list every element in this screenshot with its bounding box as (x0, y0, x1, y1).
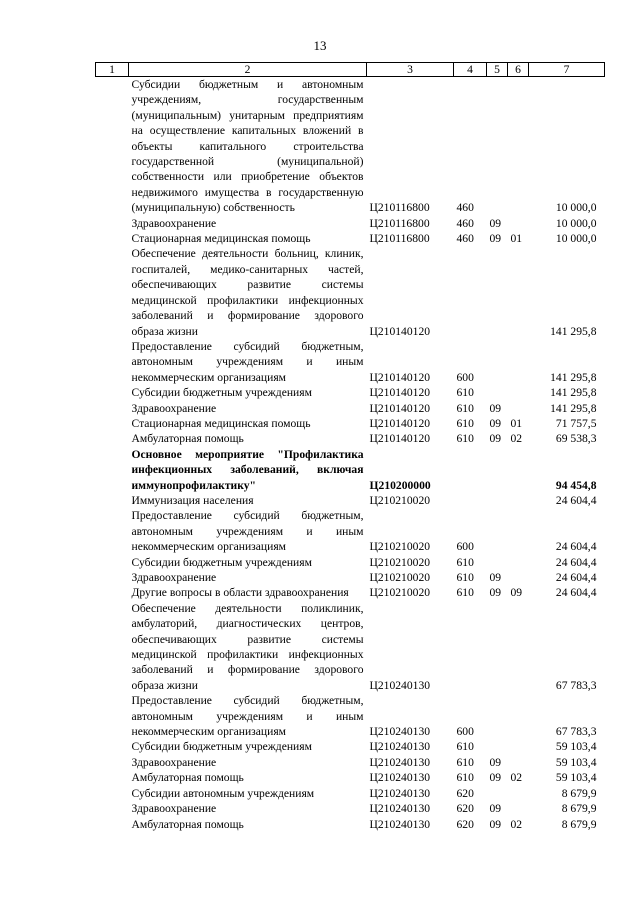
table-row (96, 508, 605, 554)
section: 09 (489, 416, 502, 430)
amount: 59 103,4 (555, 740, 597, 754)
target-code: Ц210210020 (369, 493, 431, 507)
section (487, 493, 508, 508)
row-number-cell (96, 570, 129, 585)
subsection: 01 (510, 232, 523, 246)
table-row (96, 770, 605, 785)
row-number-cell (96, 231, 129, 246)
section (487, 555, 508, 570)
expense-type: 620 (456, 817, 474, 831)
target-code: Ц210240130 (369, 755, 431, 769)
item-name: Субсидии бюджетным учреждениям (131, 386, 312, 400)
subsection (508, 77, 529, 216)
row-number-cell (96, 770, 129, 785)
amount: 24 604,4 (555, 571, 597, 584)
item-name: Предоставление субсидий бюджетным, автономным учреждениям и иным некоммерческим организациям (131, 694, 364, 739)
subsection (508, 739, 529, 754)
item-name: Здравоохранение (131, 802, 217, 816)
subsection (508, 216, 529, 231)
section: 09 (489, 802, 502, 816)
expense-type: 620 (456, 786, 474, 800)
item-name: Субсидии автономным учреждениям (131, 786, 315, 800)
target-code: Ц210140120 (369, 370, 431, 384)
header-cell: 1 (96, 63, 129, 77)
amount: 10 000,0 (555, 216, 597, 230)
item-name: Амбулаторная помощь (131, 771, 244, 785)
target-code: Ц210210020 (369, 586, 431, 600)
table-row (96, 339, 605, 385)
section (487, 786, 508, 801)
section: 09 (489, 571, 502, 584)
amount: 10 000,0 (555, 201, 597, 215)
header-cell: 3 (367, 63, 454, 77)
row-number-cell (96, 339, 129, 385)
table-row (96, 739, 605, 754)
target-code: Ц210240130 (369, 740, 431, 754)
target-code: Ц210240130 (369, 802, 431, 816)
expense-type (454, 601, 487, 693)
item-name: Предоставление субсидий бюджетным, автономным учреждениям и иным некоммерческим организациям (131, 339, 364, 384)
item-name: Основное мероприятие "Профилактика инфекционных заболеваний, включая иммунопрофилактику" (131, 447, 364, 492)
item-name: Стационарная медицинская помощь (131, 232, 311, 246)
item-name: Субсидии бюджетным учреждениям (131, 740, 312, 754)
expense-type: 600 (456, 725, 474, 739)
section: 09 (489, 771, 502, 785)
header-cell: 5 (487, 63, 508, 77)
subsection (508, 755, 529, 770)
table-row (96, 493, 605, 508)
table-row (96, 817, 605, 832)
row-number-cell (96, 693, 129, 739)
target-code: Ц210116800 (369, 201, 430, 215)
amount: 141 295,8 (550, 324, 597, 338)
target-code: Ц210210020 (369, 555, 431, 569)
subsection (508, 385, 529, 400)
item-name: Здравоохранение (131, 401, 217, 415)
amount: 24 604,4 (555, 555, 597, 569)
amount: 59 103,4 (555, 755, 597, 769)
item-name: Стационарная медицинская помощь (131, 416, 311, 430)
table-row (96, 447, 605, 493)
amount: 59 103,4 (555, 771, 597, 785)
section: 09 (489, 216, 502, 230)
expense-type: 610 (456, 740, 474, 754)
target-code: Ц210240130 (369, 786, 431, 800)
target-code: Ц210240130 (369, 678, 431, 692)
amount: 8 679,9 (561, 786, 597, 800)
row-number-cell (96, 801, 129, 816)
expense-type: 610 (456, 571, 474, 584)
target-code: Ц210240130 (369, 771, 431, 785)
target-code: Ц210140120 (369, 432, 431, 446)
section (487, 601, 508, 693)
amount: 71 757,5 (555, 416, 597, 430)
subsection (508, 401, 529, 416)
target-code: Ц210140120 (369, 386, 431, 400)
row-number-cell (96, 401, 129, 416)
table-row (96, 786, 605, 801)
row-number-cell (96, 385, 129, 400)
section: 09 (489, 432, 502, 446)
target-code: Ц210200000 (369, 478, 431, 492)
target-code: Ц210116800 (369, 216, 430, 230)
item-name: Обеспечение деятельности больниц, клиник, госпиталей, медико-санитарных частей, обеспечивающих развитие системы медицинской профилактики инфекционных заболеваний и формирование здорового образа жизни (131, 247, 364, 338)
target-code: Ц210140120 (369, 324, 431, 338)
amount: 24 604,4 (555, 493, 597, 507)
subsection (508, 339, 529, 385)
target-code: Ц210240130 (369, 817, 431, 831)
section: 09 (489, 586, 502, 600)
row-number-cell (96, 416, 129, 431)
header-cell: 7 (529, 63, 605, 77)
item-name: Обеспечение деятельности поликлиник, амбулаторий, диагностических центров, обеспечивающих развитие системы медицинской профилактики инфекционных заболеваний и формирование здорового образа жизни (131, 601, 364, 692)
subsection (508, 555, 529, 570)
header-cell: 4 (454, 63, 487, 77)
item-name: Здравоохранение (131, 755, 217, 769)
section (487, 339, 508, 385)
amount: 141 295,8 (550, 401, 597, 415)
amount: 8 679,9 (561, 802, 597, 816)
section (487, 246, 508, 338)
subsection: 02 (510, 771, 523, 785)
table-row (96, 601, 605, 693)
table-row (96, 416, 605, 431)
amount: 141 295,8 (550, 370, 597, 384)
row-number-cell (96, 786, 129, 801)
table-row (96, 431, 605, 446)
row-number-cell (96, 77, 129, 216)
expense-type: 610 (456, 755, 474, 769)
amount: 8 679,9 (561, 817, 597, 831)
page-number: 13 (313, 38, 327, 53)
header-cell: 2 (129, 63, 367, 77)
row-number-cell (96, 739, 129, 754)
section (487, 693, 508, 739)
table-row (96, 246, 605, 338)
expense-type: 610 (456, 401, 474, 415)
amount: 24 604,4 (555, 586, 597, 600)
amount: 69 538,3 (555, 432, 597, 446)
table-row (96, 555, 605, 570)
table-row (96, 755, 605, 770)
row-number-cell (96, 431, 129, 446)
expense-type: 600 (456, 540, 474, 554)
amount: 94 454,8 (555, 478, 597, 492)
subsection: 01 (510, 416, 523, 430)
target-code: Ц210140120 (369, 416, 431, 430)
item-name: Субсидии бюджетным учреждениям (131, 555, 312, 569)
target-code: Ц210240130 (369, 725, 431, 739)
amount: 141 295,8 (550, 386, 597, 400)
table-row (96, 570, 605, 585)
subsection (508, 786, 529, 801)
item-name: Иммунизация населения (131, 493, 254, 507)
target-code: Ц210210020 (369, 540, 431, 554)
expense-type: 460 (456, 201, 474, 215)
expense-type: 620 (456, 802, 474, 816)
section (487, 77, 508, 216)
section (487, 508, 508, 554)
table-row (96, 401, 605, 416)
section: 09 (489, 401, 502, 415)
target-code: Ц210210020 (369, 571, 431, 584)
item-name: Субсидии бюджетным и автономным учреждениям, государственным (муниципальным) унитарным предприятиям на осуществление капитальных вложений в объекты капитального строительства государственной (муниципальной) собственности или приобретение объектов недвижимого имущества в государственную (муниципальную) собственность (131, 78, 364, 215)
budget-table (95, 62, 605, 832)
item-name: Здравоохранение (131, 216, 217, 230)
header-row (96, 63, 605, 77)
table-row (96, 216, 605, 231)
item-name: Амбулаторная помощь (131, 817, 244, 831)
header-cell: 6 (508, 63, 529, 77)
subsection (508, 801, 529, 816)
subsection (508, 447, 529, 493)
section (487, 739, 508, 754)
amount: 10 000,0 (555, 232, 597, 246)
item-name: Другие вопросы в области здравоохранения (131, 586, 349, 600)
subsection: 02 (510, 432, 523, 446)
expense-type (454, 493, 487, 508)
expense-type: 610 (456, 771, 474, 785)
row-number-cell (96, 246, 129, 338)
subsection (508, 570, 529, 585)
expense-type (454, 246, 487, 338)
subsection (508, 693, 529, 739)
amount: 67 783,3 (555, 725, 597, 739)
target-code: Ц210116800 (369, 232, 430, 246)
expense-type: 610 (456, 555, 474, 569)
row-number-cell (96, 493, 129, 508)
expense-type: 610 (456, 386, 474, 400)
amount: 67 783,3 (555, 678, 597, 692)
subsection (508, 508, 529, 554)
item-name: Здравоохранение (131, 571, 217, 584)
section: 09 (489, 817, 502, 831)
expense-type: 460 (456, 232, 474, 246)
subsection (508, 493, 529, 508)
item-name: Предоставление субсидий бюджетным, автономным учреждениям и иным некоммерческим организациям (131, 509, 364, 554)
table-row (96, 585, 605, 600)
subsection: 09 (510, 586, 523, 600)
expense-type: 600 (456, 370, 474, 384)
row-number-cell (96, 216, 129, 231)
expense-type (454, 447, 487, 493)
row-number-cell (96, 555, 129, 570)
expense-type: 610 (456, 416, 474, 430)
amount: 24 604,4 (555, 540, 597, 554)
expense-type: 610 (456, 432, 474, 446)
subsection: 02 (510, 817, 523, 831)
table-row (96, 801, 605, 816)
row-number-cell (96, 601, 129, 693)
table-row (96, 385, 605, 400)
expense-type: 610 (456, 586, 474, 600)
section: 09 (489, 755, 502, 769)
row-number-cell (96, 447, 129, 493)
section (487, 385, 508, 400)
target-code: Ц210140120 (369, 401, 431, 415)
section: 09 (489, 232, 502, 246)
item-name: Амбулаторная помощь (131, 432, 244, 446)
row-number-cell (96, 585, 129, 600)
table-row (96, 231, 605, 246)
section (487, 447, 508, 493)
table-row (96, 693, 605, 739)
table-row (96, 77, 605, 216)
subsection (508, 601, 529, 693)
row-number-cell (96, 755, 129, 770)
row-number-cell (96, 508, 129, 554)
row-number-cell (96, 817, 129, 832)
expense-type: 460 (456, 216, 474, 230)
subsection (508, 246, 529, 338)
